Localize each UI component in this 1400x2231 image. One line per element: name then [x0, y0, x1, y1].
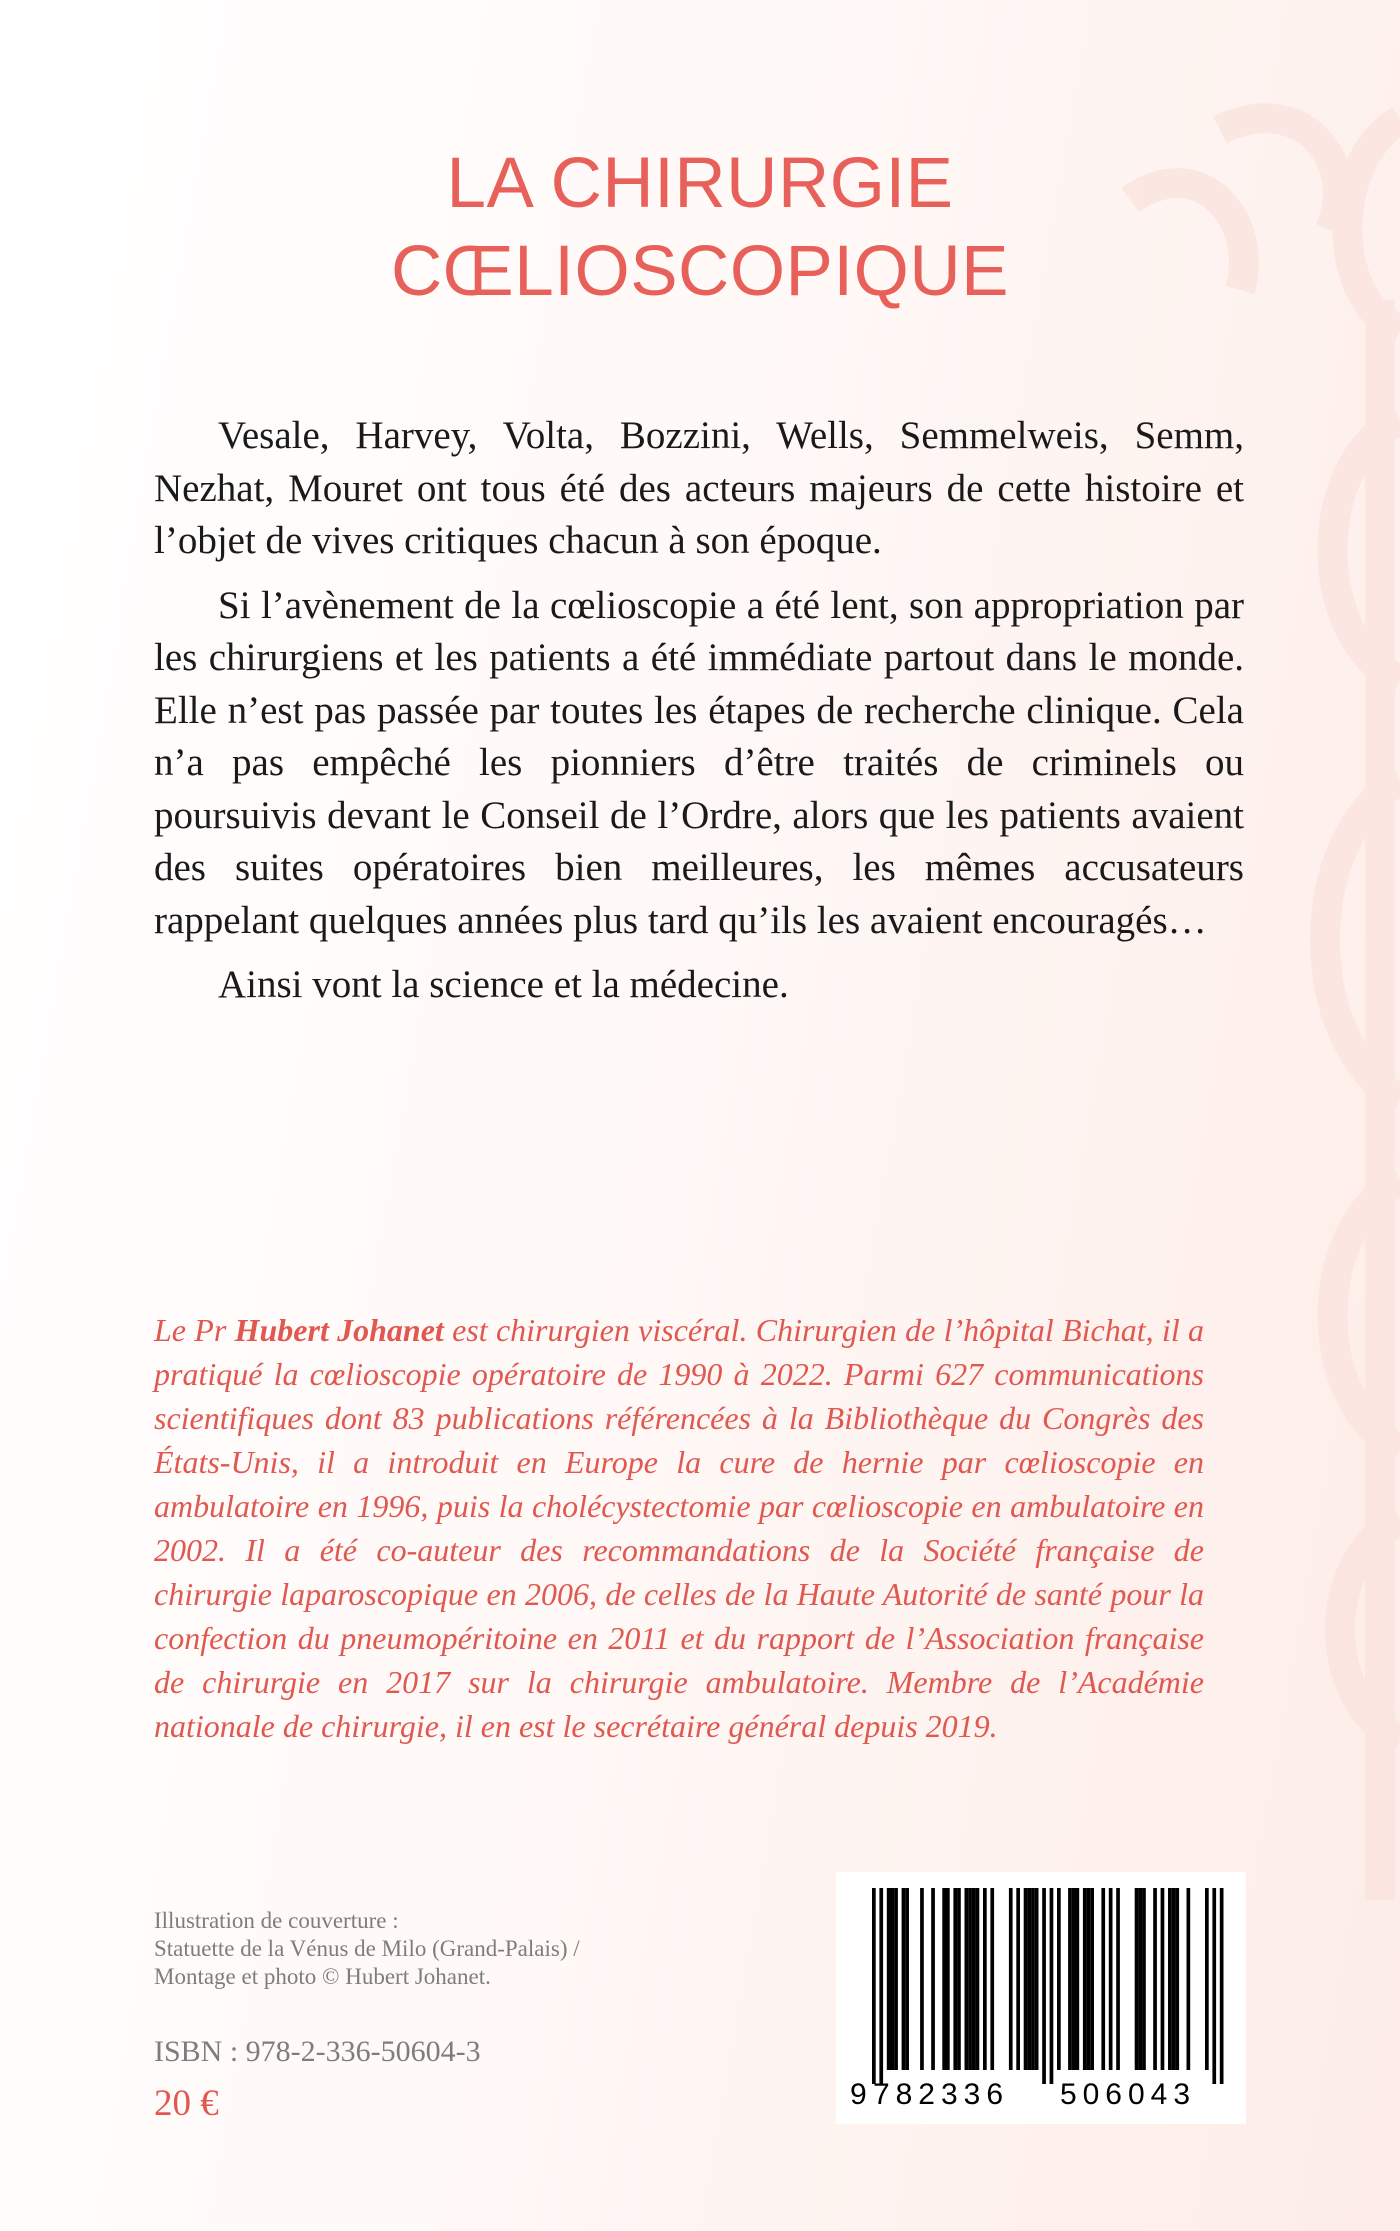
- barcode-bar: [931, 1888, 935, 2070]
- barcode-bar: [894, 1888, 898, 2070]
- barcode-bar: [1161, 1888, 1165, 2070]
- barcode-bar: [1135, 1888, 1139, 2070]
- barcode-bar: [990, 1888, 994, 2070]
- barcode-bar: [1027, 1888, 1031, 2070]
- credits-line-3: Montage et photo © Hubert Johanet.: [154, 1964, 491, 1989]
- barcode-bar: [983, 1888, 987, 2070]
- barcode-bar: [1068, 1888, 1072, 2070]
- credits-line-2: Statuette de la Vénus de Milo (Grand-Palais) /: [154, 1936, 580, 1961]
- barcode-bar: [872, 1888, 876, 2084]
- barcode-bar: [1109, 1888, 1113, 2070]
- barcode-bar: [976, 1888, 980, 2070]
- barcode-bar: [1087, 1888, 1091, 2070]
- price: 20 €: [154, 2083, 219, 2124]
- barcode-bar: [957, 1888, 961, 2070]
- barcode-bar: [1220, 1888, 1224, 2084]
- author-bio: [154, 1308, 1204, 1748]
- title-line-1: LA CHIRURGIE: [446, 144, 954, 223]
- barcode-bar: [1212, 1888, 1216, 2084]
- bio-prefix: Le Pr: [154, 1312, 235, 1348]
- author-name: Hubert Johanet: [234, 1312, 444, 1348]
- barcode-bar: [1168, 1888, 1172, 2070]
- barcode-bar: [972, 1888, 976, 2070]
- barcode-bar: [902, 1888, 906, 2070]
- barcode-bar: [1142, 1888, 1146, 2070]
- barcode-bar: [1035, 1888, 1039, 2070]
- barcode-bar: [1090, 1888, 1094, 2070]
- barcode-first-digit: 9: [850, 2078, 867, 2111]
- barcode-bar: [1024, 1888, 1028, 2070]
- summary-paragraph: Vesale, Harvey, Volta, Bozzini, Wells, Semmelweis, Semm, Nezhat, Mouret ont tous été des acteurs majeurs de cette histoire et l’objet de vives critiques chacun à son époque.: [154, 414, 1244, 562]
- barcode-bar: [1076, 1888, 1080, 2070]
- barcode-image: [836, 1872, 1246, 2124]
- book-title: [150, 140, 1250, 316]
- barcode-bar: [1042, 1888, 1046, 2084]
- barcode-bar: [1057, 1888, 1061, 2070]
- summary-paragraph: Ainsi vont la science et la médecine.: [218, 963, 789, 1006]
- barcode-bar: [1187, 1888, 1191, 2070]
- barcode-bar: [891, 1888, 895, 2070]
- barcode-bar: [887, 1888, 891, 2070]
- barcode-bar: [879, 1888, 883, 2084]
- barcode-bar: [1116, 1888, 1120, 2070]
- barcode-bar: [1016, 1888, 1020, 2070]
- barcode-bar: [1138, 1888, 1142, 2070]
- barcode-bar: [1009, 1888, 1013, 2070]
- barcode-bar: [1153, 1888, 1157, 2070]
- barcode-bar: [1072, 1888, 1076, 2070]
- barcode-bar: [965, 1888, 969, 2070]
- barcode-bar: [1083, 1888, 1087, 2070]
- cover-credits: [154, 1907, 714, 1991]
- summary-paragraph: Si l’avènement de la cœlioscopie a été lent, son appropriation par les chirurgiens et les patients a été immédiate partout dans le monde. Elle n’est pas passée par toutes les étapes de recherche clinique. Cela n’a pas empêché les pionniers d’être traités de criminels ou poursuivis devant le Conseil de l’Ordre, alors que les patients avaient des suites opératoires bien meilleures, les mêmes accusateurs rappelant quelques années plus tard qu’ils les avaient encouragés…: [154, 583, 1244, 942]
- title-line-2: CŒLIOSCOPIQUE: [390, 232, 1009, 311]
- barcode-bar: [946, 1888, 950, 2070]
- barcode: [836, 1872, 1246, 2124]
- barcode-bar: [1205, 1888, 1209, 2070]
- barcode-bar: [920, 1888, 924, 2070]
- barcode-bar: [1172, 1888, 1176, 2070]
- barcode-bar: [968, 1888, 972, 2070]
- barcode-left-digits: 782336: [872, 2078, 1010, 2111]
- summary-text: [154, 410, 1244, 1024]
- barcode-bar: [1175, 1888, 1179, 2070]
- barcode-bar: [1050, 1888, 1054, 2084]
- barcode-bar: [905, 1888, 909, 2070]
- barcode-bar: [1101, 1888, 1105, 2070]
- barcode-bar: [1031, 1888, 1035, 2070]
- bio-text: est chirurgien viscéral. Chirurgien de l’hôpital Bichat, il a pratiqué la cœlioscopie opératoire de 1990 à 2022. Parmi 627 communications scientifiques dont 83 publications référencées à la Bibliothèque du Congrès des États-Unis, il a introduit en Europe la cure de hernie par cœlioscopie en ambulatoire en 1996, puis la cholécystectomie par cœlioscopie en ambulatoire en 2002. Il a été co-auteur des recommandations de la Société française de chirurgie laparoscopique en 2006, de celles de la Haute Autorité de santé pour la confection du pneumopéritoine en 2011 et du rapport de l’Association française de chirurgie en 2017 sur la chirurgie ambulatoire. Membre de l’Académie nationale de chirurgie, il en est le secrétaire général depuis 2019.: [154, 1312, 1205, 1744]
- isbn-number: ISBN : 978-2-336-50604-3: [154, 2035, 481, 2068]
- barcode-bar: [953, 1888, 957, 2070]
- barcode-right-digits: 506043: [1059, 2078, 1197, 2111]
- barcode-bar: [942, 1888, 946, 2070]
- credits-line-1: Illustration de couverture :: [154, 1908, 399, 1933]
